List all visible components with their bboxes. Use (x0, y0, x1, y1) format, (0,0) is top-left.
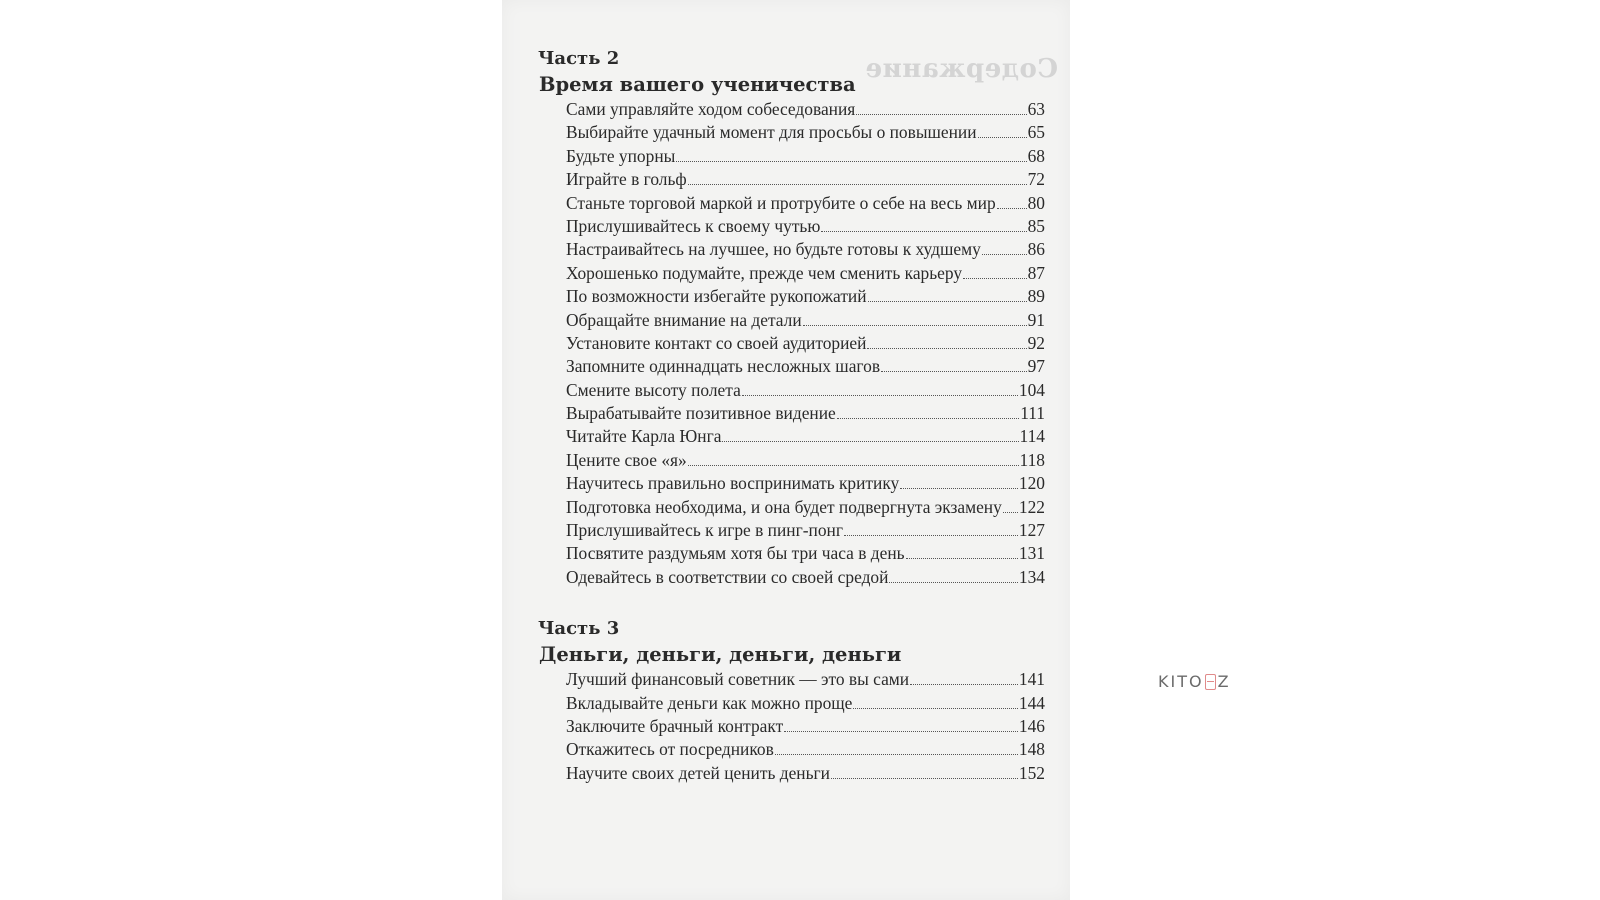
dot-leader (856, 114, 1026, 115)
toc-entry-title: Станьте торговой маркой и протрубите о себе на весь мир (566, 192, 996, 213)
part-label: Часть 2 (538, 48, 620, 69)
toc-entry-page-number: 118 (1019, 449, 1045, 470)
dot-leader (900, 488, 1018, 489)
toc-entry (537, 355, 1045, 378)
toc-entry (537, 668, 1045, 691)
toc-entry (537, 762, 1045, 785)
toc-entry (537, 402, 1045, 425)
toc-entry-title: Обращайте внимание на детали (566, 309, 802, 330)
toc-entry-title: Прислушивайтесь к игре в пинг-понг (566, 520, 843, 541)
toc-entry (537, 449, 1045, 472)
toc-entry-title: Хорошенько подумайте, прежде чем сменить карьеру (566, 262, 963, 283)
watermark-b-glyph-icon (1205, 674, 1216, 690)
toc-entry (537, 519, 1045, 542)
toc-entry-title: Прислушивайтесь к своему чутью (566, 215, 821, 236)
toc-entry (537, 738, 1045, 761)
toc-entry (537, 262, 1045, 285)
toc-entry (537, 145, 1045, 168)
dot-leader (853, 708, 1018, 709)
dot-leader (676, 161, 1026, 162)
dot-leader (906, 558, 1018, 559)
toc-entry (537, 496, 1045, 519)
toc-entry-page-number: 152 (1018, 762, 1045, 783)
toc-entry-page-number: 127 (1018, 520, 1045, 541)
dot-leader (997, 208, 1027, 209)
toc-entry-page-number: 146 (1018, 715, 1045, 736)
watermark-text-right: Z (1217, 672, 1231, 691)
toc-entry-page-number: 63 (1027, 99, 1045, 119)
toc-entry-page-number: 92 (1027, 332, 1045, 353)
dot-leader (742, 395, 1018, 396)
toc-entry-page-number: 91 (1027, 309, 1045, 330)
dot-leader (889, 582, 1017, 583)
toc-entry-page-number: 111 (1020, 403, 1045, 424)
toc-entry-page-number: 97 (1027, 356, 1045, 377)
dot-leader (831, 778, 1018, 779)
toc-entry (537, 121, 1045, 144)
toc-entry (537, 309, 1045, 332)
toc-entry-title: Посвятите раздумьям хотя бы три часа в день (566, 543, 905, 564)
dot-leader (868, 301, 1027, 302)
part-label: Часть 3 (538, 618, 620, 640)
toc-entry-title: Одевайтесь в соответствии со своей средой (566, 566, 889, 587)
toc-entry-page-number: 120 (1018, 473, 1045, 494)
toc-entry (537, 238, 1045, 261)
kitobz-watermark-logo (1158, 672, 1231, 691)
toc-entry-title: Вкладывайте деньги как можно проще (566, 692, 853, 713)
dot-leader (867, 348, 1026, 349)
toc-entry (537, 425, 1045, 448)
toc-entry-page-number: 87 (1027, 262, 1045, 283)
dot-leader (688, 184, 1027, 185)
toc-entry (537, 215, 1045, 238)
dot-leader (775, 754, 1018, 755)
toc-entry-page-number: 104 (1018, 379, 1045, 400)
toc-entry-title: Играйте в гольф (566, 169, 687, 190)
dot-leader (784, 731, 1018, 732)
toc-entry-title: Цените свое «я» (566, 449, 687, 470)
toc-entry-page-number: 65 (1027, 122, 1045, 143)
dot-leader (688, 465, 1019, 466)
dot-leader (722, 441, 1018, 442)
dot-leader (1003, 512, 1018, 513)
dot-leader (982, 254, 1027, 255)
toc-entry-page-number: 114 (1019, 426, 1045, 447)
toc-entry-page-number: 134 (1018, 566, 1045, 587)
toc-entry-title: Читайте Карла Юнга (566, 426, 722, 447)
toc-entry-title: Будьте упорны (566, 145, 676, 166)
toc-entry-page-number: 80 (1027, 192, 1045, 213)
toc-entry (537, 715, 1045, 738)
dot-leader (910, 684, 1018, 685)
toc-entry (537, 285, 1045, 308)
toc-entry-page-number: 68 (1027, 145, 1045, 166)
toc-entry (537, 566, 1045, 589)
toc-entry-page-number: 85 (1027, 215, 1045, 236)
toc-entry-title: Выбирайте удачный момент для просьбы о повышении (566, 122, 977, 143)
toc-entry-title: По возможности избегайте рукопожатий (566, 286, 867, 307)
dot-leader (821, 231, 1026, 232)
toc-entry-title: Научите своих детей ценить деньги (566, 762, 830, 783)
part-spacer (537, 589, 1045, 616)
toc-entry (537, 192, 1045, 215)
toc-entry-title: Смените высоту полета (566, 379, 741, 400)
dot-leader (978, 137, 1027, 138)
table-of-contents (537, 46, 1045, 785)
dot-leader (803, 325, 1027, 326)
toc-entry-page-number: 141 (1018, 669, 1045, 690)
toc-entry (537, 379, 1045, 402)
toc-entry (537, 692, 1045, 715)
toc-entry (537, 98, 1045, 121)
toc-entry-title: Запомните одиннадцать несложных шагов (566, 356, 881, 377)
toc-entry-title: Вырабатывайте позитивное видение (566, 403, 836, 424)
toc-entry-list (537, 98, 1045, 589)
toc-entry-list (537, 668, 1045, 785)
toc-entry (537, 168, 1045, 191)
dot-leader (963, 278, 1027, 279)
toc-part-3 (537, 616, 1045, 785)
toc-entry-title: Заключите брачный контракт (566, 715, 784, 736)
toc-entry-page-number: 122 (1018, 496, 1045, 517)
toc-entry-page-number: 144 (1018, 692, 1045, 713)
toc-entry (537, 542, 1045, 565)
toc-entry-page-number: 72 (1027, 169, 1045, 190)
toc-entry-page-number: 131 (1018, 543, 1045, 564)
toc-entry-page-number: 148 (1018, 739, 1045, 760)
toc-entry-title: Лучший финансовый советник — это вы сами (566, 669, 910, 690)
toc-entry-title: Установите контакт со своей аудиторией (566, 332, 867, 353)
dot-leader (881, 371, 1027, 372)
toc-entry-title: Подготовка необходима, и она будет подвергнута экзамену (566, 496, 1002, 517)
toc-entry-page-number: 86 (1027, 239, 1045, 260)
dot-leader (837, 418, 1019, 419)
dot-leader (844, 535, 1018, 536)
part-title: Деньги, деньги, деньги, деньги (539, 643, 902, 667)
toc-part-2 (537, 46, 1045, 589)
toc-entry-page-number: 89 (1027, 286, 1045, 307)
toc-entry-title: Сами управляйте ходом собеседования (566, 99, 856, 119)
toc-entry-title: Откажитесь от посредников (566, 739, 774, 760)
part-title: Время вашего ученичества (539, 73, 856, 96)
toc-entry (537, 472, 1045, 495)
toc-entry-title: Настраивайтесь на лучшее, но будьте готовы к худшему (566, 239, 981, 260)
toc-entry (537, 332, 1045, 355)
watermark-text-left: KITO (1158, 672, 1204, 691)
toc-entry-title: Научитесь правильно воспринимать критику (566, 473, 900, 494)
bleed-through-heading: Содержание (865, 54, 1059, 84)
